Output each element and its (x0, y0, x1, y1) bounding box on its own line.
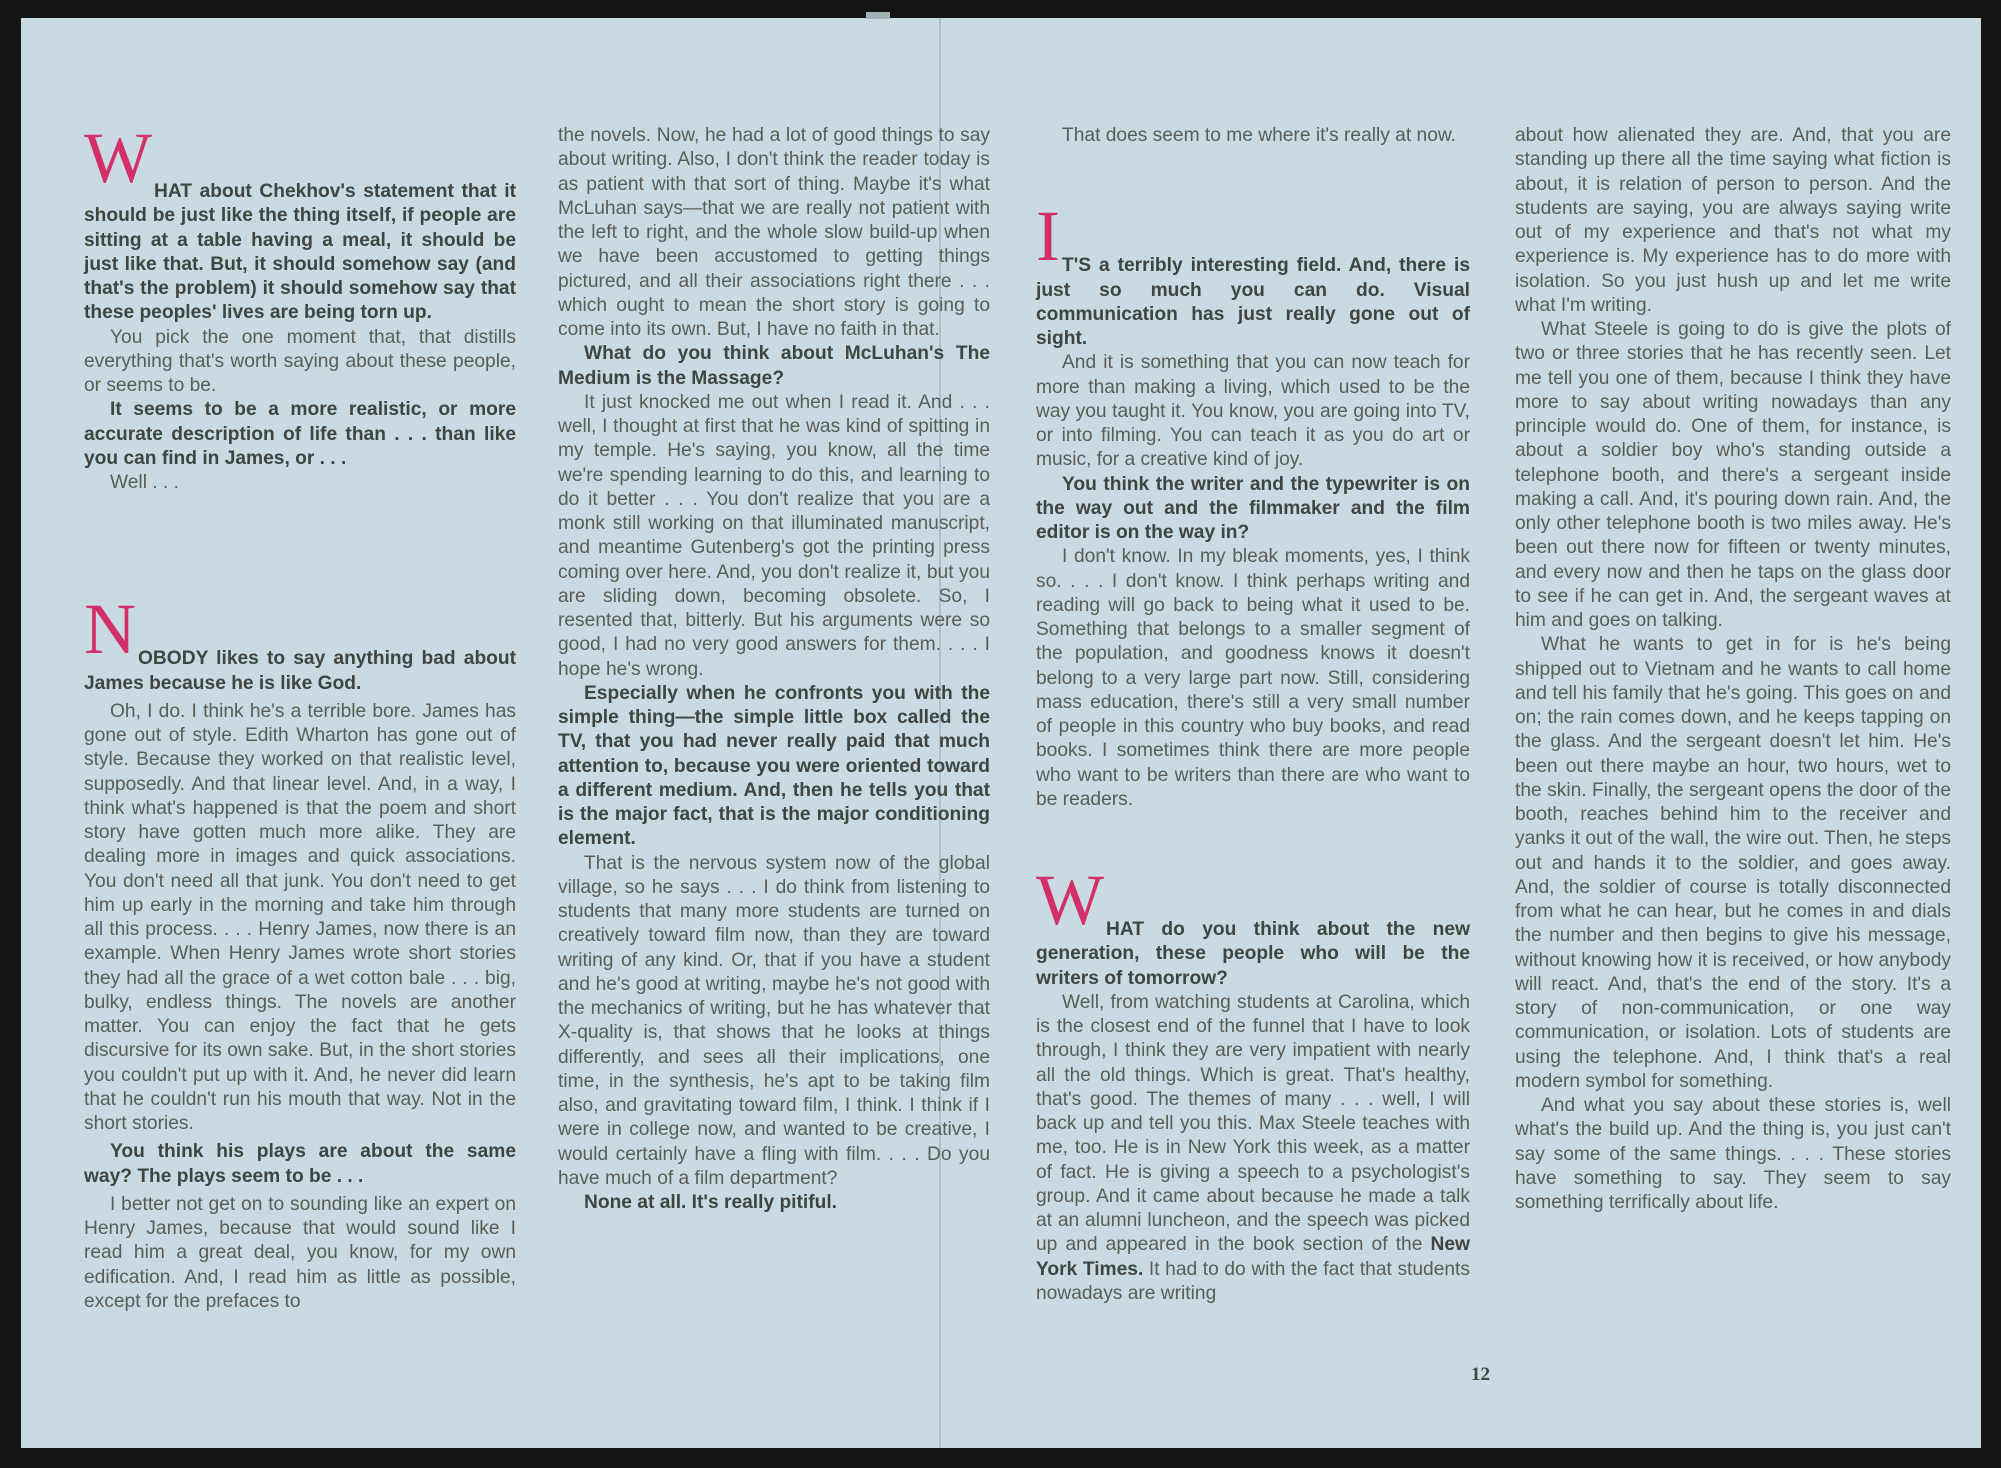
column-4 (1515, 124, 1951, 1215)
question-paragraph: Especially when he confronts you with the simple thing—the simple little box called the TV, that you had never really paid that much attention to, because you were oriented toward a different medium. And, then he tells you that is the major fact, that is the major conditioning element. (558, 682, 990, 850)
answer-paragraph: I better not get on to sounding like an expert on Henry James, because that would sound like I read him a great deal, you know, for my own edification. And, I read him as little as possible, except for the prefaces to (84, 1193, 516, 1312)
section-lead-new-generation (1036, 860, 1470, 991)
answer-paragraph: That is the nervous system now of the global village, so he says . . . I do think from listening to students that many more students are turned on creatively toward film now, than they are toward writing of any kind. Or, that if you have a student and he's good at writing, maybe he's not good with the mechanics of writing, but he has whatever that X-quality is, that shows that he looks at things differently, and sees all their implications, one time, in the synthesis, he's apt to be taking film also, and gravitating toward film, I think. I think if I were in college now, and wanted to be creative, I would certainly have a fling with film. . . . Do you have much of a film department? (558, 852, 990, 1189)
drop-cap: W (1036, 860, 1104, 940)
question-paragraph: None at all. It's really pitiful. (584, 1192, 837, 1213)
drop-cap: W (84, 118, 152, 198)
lead-text: OBODY likes to say anything bad about James because he is like God. (84, 648, 516, 694)
answer-paragraph: Well, from watching students at Carolina, which is the closest end of the funnel that I have to look through, I think they are very impatient with nearly all the old things. Which is great. That's healthy, that's good. The themes of many . . . well, I will back up and tell you this. Max Steele teaches with me, too. He is in New York this week, as a matter of fact. He is giving a speech to a psychologist's group. And it came about because he made a talk at an alumni luncheon, and the speech was picked up and appeared in the book section of the New York Times. It had to do with the fact that students nowadays are writing (1036, 991, 1470, 1304)
answer-paragraph: What he wants to get in for is he's being shipped out to Vietnam and he wants to call home and tell his family that he's going. This goes on and on; the rain comes down, and he keeps tapping on the glass. And the sergeant doesn't let him. He's been out there maybe an hour, two hours, wet to the skin. Finally, the sergeant opens the door of the booth, reaches behind him to the receiver and yanks it out of the wall, the wire out. Then, he steps out and hands it to the soldier, and goes away. And, the soldier of course is totally disconnected from what he can hear, but he comes in and dials the number and then begins to give his message, without knowing how it is received, or how anybody will react. And, that's the end of the story. It's a story of non-communication, or one way communication, or isolation. Lots of students are using the telephone. And, I think that's a real modern symbol for something. (1515, 634, 1951, 1092)
column-2 (558, 124, 990, 1215)
page-number: 12 (1471, 1364, 1490, 1385)
question-paragraph: You think his plays are about the same way? The plays seem to be . . . (84, 1141, 516, 1187)
answer-paragraph: the novels. Now, he had a lot of good things to say about writing. Also, I don't think the reader today is as patient with that sort of thing. Maybe it's what McLuhan says—that we are really not patient with the left to right, and the whole slow build-up when we have been accustomed to getting things pictured, and all their associations right there . . . which ought to mean the short story is going to come into its own. But, I have no faith in that. (558, 125, 990, 340)
section-lead-james (84, 589, 516, 696)
section-lead-visual (1036, 196, 1470, 351)
answer-paragraph: I don't know. In my bleak moments, yes, I think so. . . . I don't know. I think perhaps writing and reading will go back to being what it used to be. Something that belongs to a smaller segment of the population, and goodness knows it doesn't belong to a very large part now. Still, considering mass education, there's still a very small number of people in this country who buy books, and read books. I sometimes think there are more people who want to be writers than there are who want to be readers. (1036, 546, 1470, 810)
answer-paragraph: And what you say about these stories is, well what's the build up. And the thing is, you just can't say some of the same things. . . . These stories have something to say. They seem to say something terrifically about life. (1515, 1095, 1951, 1213)
column-3 (1036, 124, 1470, 1306)
column-1 (84, 118, 516, 1314)
question-paragraph: It seems to be a more realistic, or more accurate description of life than . . . than like you can find in James, or . . . (84, 399, 516, 469)
drop-cap: N (84, 589, 136, 670)
answer-paragraph: It just knocked me out when I read it. And . . . well, I thought at first that he was kind of spitting in my temple. He's saying, you know, all the time we're spending learning to do this, and learning to do it better . . . You don't realize that you are a monk still working on that illuminated manuscript, and meantime Gutenberg's got the printing press coming over here. And, you don't realize it, but you are sliding down, becoming obsolete. So, I resented that, bitterly. But his arguments were so good, I had no very good answers for them. . . . I hope he's wrong. (558, 391, 990, 680)
staple (866, 12, 890, 19)
answer-paragraph: What Steele is going to do is give the plots of two or three stories that he has recently seen. Let me tell you one of them, because I think they have more to say about writing nowadays than any principle would do. One of them, for instance, is about a soldier boy who's standing outside a telephone booth, and there's a sergeant inside making a call. And, it's pouring down rain. And, the only other telephone booth is two miles away. He's been out there now for fifteen or twenty minutes, and every now and then he taps on the glass door to see if he can get in. And, the sergeant waves at him and goes on talking. (1515, 319, 1951, 631)
question-paragraph: What do you think about McLuhan's The Medium is the Massage? (558, 343, 990, 389)
lead-text: HAT do you think about the new generation, these people who will be the writers of tomorrow? (1036, 919, 1470, 989)
drop-cap: I (1036, 196, 1060, 277)
section-lead-chekhov (84, 118, 516, 326)
lead-text: HAT about Chekhov's statement that it should be just like the thing itself, if people are sitting at a table having a meal, it should be just like that. But, it should somehow say (and that's the problem) it should somehow say that these peoples' lives are being torn up. (84, 181, 516, 324)
answer-paragraph: about how alienated they are. And, that you are standing up there all the time saying what fiction is about, it is relation of person to person. And the students are saying, you are always saying write out of my experience and that's not what my experience is. My experience has to do more with isolation. So you just hush up and let me write what I'm writing. (1515, 125, 1951, 316)
lead-text: T'S a terribly interesting field. And, there is just so much you can do. Visual communication has just really gone out of sight. (1036, 255, 1470, 349)
answer-paragraph: Well . . . (110, 472, 179, 493)
answer-paragraph: You pick the one moment that, that distills everything that's worth saying about these people, or seems to be. (84, 326, 516, 396)
answer-paragraph: That does seem to me where it's really at now. (1062, 125, 1456, 146)
question-paragraph: You think the writer and the typewriter is on the way out and the filmmaker and the film editor is on the way in? (1036, 473, 1470, 543)
answer-paragraph: Oh, I do. I think he's a terrible bore. James has gone out of style. Edith Wharton has gone out of style. Because they worked on that realistic level, supposedly. And that linear level. And, in a way, I think what's happened is that the poem and short story have gotten much more alike. They are dealing more in images and quick associations. You don't need all that junk. You don't need to get him up early in the morning and take him through all this process. . . . Henry James, now there is an example. When Henry James wrote short stories they had all the grace of a wet cotton bale . . . big, bulky, endless things. The novels are another matter. You can enjoy the fact that he gets discursive for its own sake. But, in the short stories you couldn't put up with it. And, he never did learn that he couldn't run his mouth that way. Not in the short stories. (84, 700, 516, 1134)
answer-paragraph: And it is something that you can now teach for more than making a living, which used to be the way you taught it. You know, you are going into TV, or into filming. You can teach it as you do art or music, for a creative kind of joy. (1036, 352, 1470, 471)
publication-name: New York Times. (1036, 1234, 1470, 1280)
